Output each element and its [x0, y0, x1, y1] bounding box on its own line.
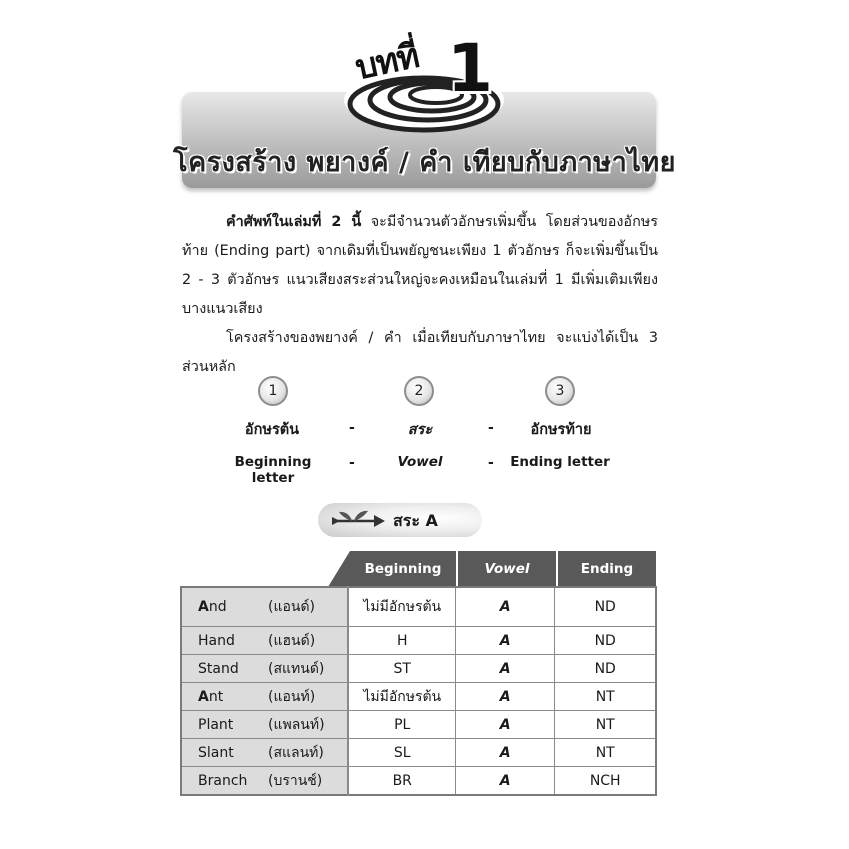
- ending-cell: ND: [555, 655, 656, 683]
- beginning-cell: BR: [348, 767, 455, 796]
- ending-cell: NCH: [555, 767, 656, 796]
- separator: -: [488, 420, 494, 436]
- vowel-cell: A: [456, 627, 555, 655]
- thai-pronunciation: (แพลนท์): [268, 716, 325, 733]
- structure-paragraph: [182, 324, 658, 382]
- label-vowel-english: Vowel: [397, 454, 443, 470]
- arrow-sprout-icon: [330, 508, 386, 530]
- thai-pronunciation: (สแลนท์): [268, 744, 324, 761]
- label-beginning-english: Beginning letter: [234, 454, 312, 486]
- vowel-cell: A: [456, 711, 555, 739]
- english-word: [182, 717, 268, 733]
- thai-pronunciation: (บรานช์): [268, 772, 323, 789]
- number-circle-3: 3: [545, 376, 575, 406]
- section-title: สระ A: [393, 511, 438, 530]
- ending-cell: NT: [555, 739, 656, 767]
- label-vowel-thai: สระ: [407, 422, 433, 438]
- vowel-a-table: [180, 586, 657, 796]
- label-ending-english: Ending letter: [510, 454, 610, 470]
- vowel-cell: A: [456, 767, 555, 796]
- english-word: [182, 633, 268, 649]
- chapter-word: บทที่: [351, 35, 423, 89]
- beginning-cell: PL: [348, 711, 455, 739]
- intro-text: จะมีจำนวนตัวอักษรเพิ่มขึ้น โดยส่วนของอักษรท้าย (Ending part) จากเดิมที่เป็นพยัญชนะเพียง 1 ตัวอักษร ก็จะเพิ่มขึ้นเป็น 2 - 3 ตัวอักษร แนวเสียงสระส่วนใหญ่จะคงเหมือนในเล่มที่ 1 มีเพิ่มเติมเพียงบางแนวเสียง: [182, 214, 658, 317]
- ending-cell: ND: [555, 587, 656, 627]
- header-vowel: Vowel: [484, 561, 530, 577]
- word-rest: nd: [208, 599, 227, 615]
- beginning-cell: ST: [348, 655, 455, 683]
- word-cell: [181, 711, 348, 739]
- word-first-letter: A: [198, 599, 209, 615]
- english-word: [182, 661, 268, 677]
- thai-pronunciation: (แอนท์): [268, 688, 316, 705]
- word-rest: Slant: [198, 744, 234, 761]
- separator: -: [349, 455, 355, 471]
- word-rest: nt: [208, 688, 224, 705]
- number-circle-2: 2: [404, 376, 434, 406]
- word-first-letter: A: [198, 688, 209, 705]
- table-row: [181, 767, 656, 796]
- word-cell: [181, 627, 348, 655]
- header-beginning: Beginning: [364, 561, 442, 577]
- intro-lead: คำศัพท์ในเล่มที่ 2 นี้: [226, 214, 362, 230]
- beginning-cell: SL: [348, 739, 455, 767]
- word-cell: [181, 655, 348, 683]
- thai-pronunciation: (แอนด์): [268, 599, 316, 615]
- ending-cell: NT: [555, 683, 656, 711]
- header-ending: Ending: [580, 561, 634, 577]
- vowel-cell: A: [456, 683, 555, 711]
- label-beginning-thai: อักษรต้น: [244, 422, 300, 438]
- separator: -: [349, 420, 355, 436]
- word-cell: [181, 683, 348, 711]
- number-circle-1: 1: [258, 376, 288, 406]
- chapter-title: โครงสร้าง พยางค์ / คำ เทียบกับภาษาไทย: [173, 147, 676, 178]
- thai-pronunciation: (สแทนด์): [268, 660, 325, 677]
- english-word: [182, 689, 268, 705]
- ending-cell: ND: [555, 627, 656, 655]
- label-ending-thai: อักษรท้าย: [530, 422, 592, 438]
- table-row: [181, 627, 656, 655]
- beginning-cell: H: [348, 627, 455, 655]
- vowel-cell: A: [456, 739, 555, 767]
- structure-text: โครงสร้างของพยางค์ / คำ เมื่อเทียบกับภาษาไทย จะแบ่งได้เป็น 3 ส่วนหลัก: [182, 330, 658, 375]
- word-cell: [181, 587, 348, 627]
- table-row: [181, 587, 656, 627]
- english-word: [182, 745, 268, 761]
- beginning-cell: ไม่มีอักษรต้น: [348, 683, 455, 711]
- beginning-cell: ไม่มีอักษรต้น: [348, 587, 455, 627]
- table-row: [181, 655, 656, 683]
- vowel-cell: A: [456, 587, 555, 627]
- english-word: [182, 599, 268, 615]
- vowel-cell: A: [456, 655, 555, 683]
- intro-paragraph: [182, 208, 658, 324]
- ending-cell: NT: [555, 711, 656, 739]
- word-rest: Plant: [198, 716, 234, 733]
- thai-pronunciation: (แฮนด์): [268, 632, 316, 649]
- english-word: [182, 773, 268, 789]
- chapter-number: 1: [447, 30, 493, 107]
- word-cell: [181, 767, 348, 796]
- word-rest: Branch: [198, 772, 248, 789]
- separator: -: [488, 455, 494, 471]
- word-cell: [181, 739, 348, 767]
- table-row: [181, 739, 656, 767]
- word-rest: Hand: [198, 632, 235, 649]
- word-rest: Stand: [198, 660, 239, 677]
- table-row: [181, 711, 656, 739]
- table-row: [181, 683, 656, 711]
